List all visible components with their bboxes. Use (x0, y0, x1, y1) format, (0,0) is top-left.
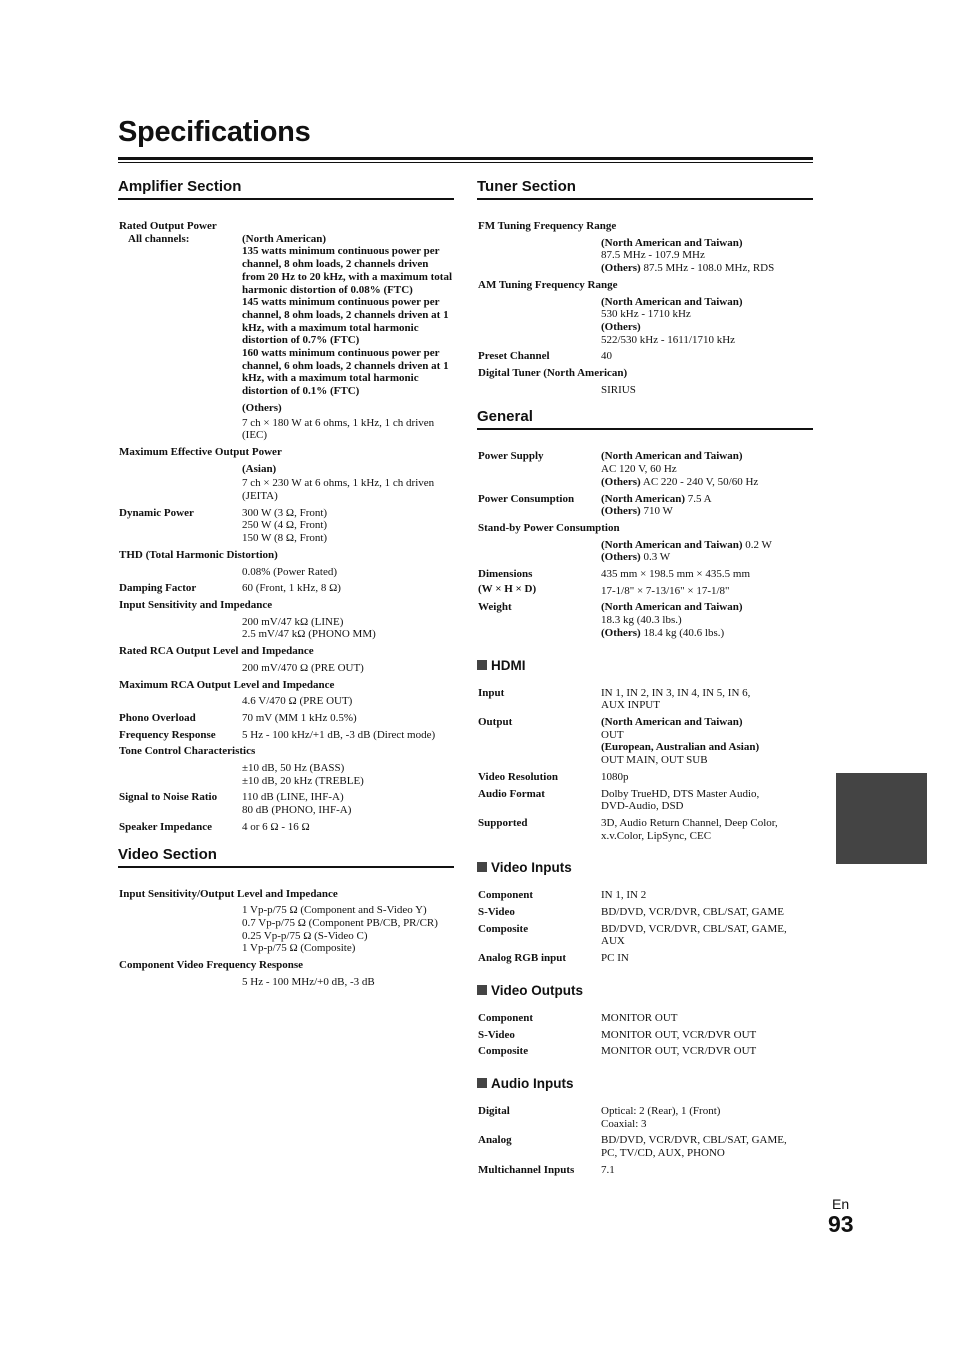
tuner-specs (477, 220, 813, 396)
hdmi-supported-label: Supported (478, 816, 528, 829)
video-outputs-specs (477, 1012, 813, 1058)
am-value (477, 296, 813, 347)
video-io-2: 0.7 Vp-p/75 Ω (Component PB/CB, PR/CR) (242, 916, 438, 929)
snr-value (242, 791, 454, 816)
am-others-value: 522/530 kHz - 1611/1710 kHz (601, 333, 736, 346)
thd-value: 0.08% (Power Rated) (242, 565, 338, 578)
amplifier-specs (118, 220, 454, 834)
digital-tuner-value: SIRIUS (601, 383, 636, 396)
fm-others: (Others) 87.5 MHz - 108.0 MHz, RDS (601, 262, 775, 275)
na-label: (North American) (242, 232, 327, 245)
dynamic-3: 150 W (8 Ω, Front) (242, 532, 328, 545)
hdmi-output-value: (North American and Taiwan) OUT (European, Australian and Asian) OUT MAIN, OUT SUB (601, 715, 760, 767)
ai-digital-value: Optical: 2 (Rear), 1 (Front) Coaxial: 3 (601, 1104, 721, 1130)
supply-row (477, 450, 813, 488)
phono-row (118, 712, 454, 725)
asian-label: (Asian) (242, 462, 277, 475)
vo-composite-label: Composite (478, 1045, 529, 1058)
weight-label: Weight (478, 601, 512, 614)
ai-digital-label: Digital (478, 1104, 510, 1117)
vo-component-row (477, 1012, 813, 1025)
page-language: En (832, 1196, 850, 1212)
na-text-2: 145 watts minimum continuous power per channel, 8 ohm loads, 2 channels driven at 1 kHz, with a maximum total harmonic distortion of 0.7% (FTC) (242, 296, 449, 347)
dimensions-row (477, 568, 813, 597)
ai-multi-label: Multichannel Inputs (478, 1163, 575, 1176)
video-inputs-specs (477, 889, 813, 965)
tone-value (118, 762, 454, 787)
input-sens-2: 2.5 mV/47 kΩ (PHONO MM) (242, 628, 376, 641)
standby-others: (Others) 0.3 W (601, 551, 671, 564)
supply-na-value: AC 120 V, 60 Hz (601, 463, 677, 476)
hdmi-input-value: IN 1, IN 2, IN 3, IN 4, IN 5, IN 6, AUX INPUT (601, 686, 751, 712)
speaker-label: Speaker Impedance (119, 820, 212, 833)
max-rca-value: 4.6 V/470 Ω (PRE OUT) (242, 695, 353, 708)
dimensions-label: Dimensions (W × H × D) (478, 568, 537, 595)
snr-label: Signal to Noise Ratio (119, 791, 218, 804)
video-heading: Video Section (118, 846, 454, 868)
dimensions-2: 17-1/8" × 7-13/16" × 17-1/8" (601, 584, 730, 597)
page-title: Specifications (118, 116, 311, 148)
vi-component-value: IN 1, IN 2 (601, 889, 647, 902)
preset-row (477, 350, 813, 363)
cvfr-label: Component Video Frequency Response (119, 959, 304, 972)
phono-label: Phono Overload (119, 711, 196, 724)
am-na-label: (North American and Taiwan) (601, 295, 743, 308)
amplifier-heading: Amplifier Section (118, 178, 454, 200)
weight-na-label: (North American and Taiwan) (601, 601, 743, 614)
square-bullet-icon (477, 862, 487, 872)
tuner-heading: Tuner Section (477, 178, 813, 200)
consumption-label: Power Consumption (478, 492, 575, 505)
speaker-value: 4 or 6 Ω - 16 Ω (242, 820, 310, 833)
am-others-label: (Others) (601, 320, 641, 333)
dimensions-value (601, 568, 813, 597)
vi-svideo-label: S-Video (478, 906, 515, 919)
max-effective-label: Maximum Effective Output Power (119, 445, 282, 458)
snr-2: 80 dB (PHONO, IHF-A) (242, 804, 352, 817)
vi-rgb-value: PC IN (601, 952, 629, 965)
ai-analog-row (477, 1134, 813, 1159)
left-column (118, 178, 454, 992)
digital-tuner-label: Digital Tuner (North American) (478, 367, 628, 380)
vi-rgb-row (477, 952, 813, 965)
preset-value: 40 (601, 350, 612, 363)
vo-component-label: Component (478, 1011, 534, 1024)
vo-svideo-label: S-Video (478, 1028, 515, 1041)
cvfr-value: 5 Hz - 100 MHz/+0 dB, -3 dB (242, 975, 375, 988)
vi-rgb-label: Analog RGB input (478, 952, 567, 965)
standby-label: Stand-by Power Consumption (478, 521, 620, 534)
vo-composite-value: MONITOR OUT, VCR/DVR OUT (601, 1045, 757, 1058)
weight-value (601, 601, 813, 639)
others-text: 7 ch × 180 W at 6 ohms, 1 kHz, 1 ch driven (IEC) (242, 416, 435, 442)
supply-label: Power Supply (478, 450, 544, 463)
damping-label: Damping Factor (119, 582, 197, 595)
max-effective-value (118, 463, 454, 503)
phono-value: 70 mV (MM 1 kHz 0.5%) (242, 711, 357, 724)
dynamic-label: Dynamic Power (119, 506, 194, 519)
hdmi-audio-value: Dolby TrueHD, DTS Master Audio, DVD-Audio, DSD (601, 787, 760, 813)
right-column (477, 178, 813, 1180)
rated-output-row (118, 233, 454, 442)
dynamic-2: 250 W (4 Ω, Front) (242, 519, 328, 532)
consumption-na: (North American) 7.5 A (601, 492, 712, 505)
audio-inputs-specs (477, 1105, 813, 1177)
audio-inputs-heading: Audio Inputs (477, 1076, 813, 1091)
asian-text: 7 ch × 230 W at 6 ohms, 1 kHz, 1 ch driven (JEITA) (242, 477, 435, 503)
consumption-value (601, 493, 813, 518)
hdmi-res-label: Video Resolution (478, 770, 558, 783)
standby-na: (North American and Taiwan) 0.2 W (601, 538, 772, 551)
rated-rca-value: 200 mV/470 Ω (PRE OUT) (242, 661, 364, 674)
snr-1: 110 dB (LINE, IHF-A) (242, 791, 344, 804)
hdmi-input-row (477, 687, 813, 712)
others-label: (Others) (242, 401, 282, 414)
ai-digital-row (477, 1105, 813, 1130)
hdmi-heading: HDMI (477, 658, 813, 673)
am-label: AM Tuning Frequency Range (478, 278, 618, 291)
vo-composite-row (477, 1045, 813, 1058)
hdmi-audio-row (477, 788, 813, 813)
hdmi-supported-value: 3D, Audio Return Channel, Deep Color, x.v.Color, LipSync, CEC (601, 816, 778, 842)
square-bullet-icon (477, 985, 487, 995)
standby-value (477, 539, 813, 564)
hdmi-res-row (477, 771, 813, 784)
square-bullet-icon (477, 1078, 487, 1088)
hdmi-input-label: Input (478, 686, 505, 699)
ai-multi-row (477, 1164, 813, 1177)
ai-multi-value: 7.1 (601, 1163, 615, 1176)
supply-value (601, 450, 813, 488)
hdmi-output-row (477, 716, 813, 767)
ai-analog-value: BD/DVD, VCR/DVR, CBL/SAT, GAME, PC, TV/CD, AUX, PHONO (601, 1134, 787, 1160)
na-text-3: 160 watts minimum continuous power per channel, 6 ohm loads, 2 channels driven at 1 kHz, with a maximum total harmonic distortion of 0.1% (FTC) (242, 347, 449, 398)
fm-na-label: (North American and Taiwan) (601, 236, 743, 249)
weight-row (477, 601, 813, 639)
video-io-value (118, 904, 454, 955)
vi-svideo-value: BD/DVD, VCR/DVR, CBL/SAT, GAME (601, 906, 784, 919)
hdmi-supported-row (477, 817, 813, 842)
freq-label: Frequency Response (119, 728, 216, 741)
title-rule-thick (118, 157, 813, 160)
rated-rca-label: Rated RCA Output Level and Impedance (119, 645, 314, 658)
hdmi-specs (477, 687, 813, 843)
fm-na-value: 87.5 MHz - 107.9 MHz (601, 249, 705, 262)
supply-others: (Others) AC 220 - 240 V, 50/60 Hz (601, 475, 759, 488)
dimensions-1: 435 mm × 198.5 mm × 435.5 mm (601, 568, 750, 581)
general-heading: General (477, 408, 813, 430)
consumption-others: (Others) 710 W (601, 505, 673, 518)
video-inputs-heading: Video Inputs (477, 860, 813, 875)
page-number: 93 (828, 1211, 854, 1237)
am-na-value: 530 kHz - 1710 kHz (601, 308, 691, 321)
thd-label: THD (Total Harmonic Distortion) (119, 548, 278, 561)
speaker-row (118, 821, 454, 834)
snr-row (118, 791, 454, 816)
vi-composite-label: Composite (478, 922, 529, 935)
hdmi-audio-label: Audio Format (478, 787, 545, 800)
video-specs (118, 888, 454, 989)
vi-component-row (477, 889, 813, 902)
na-text-1: 135 watts minimum continuous power per channel, 8 ohm loads, 2 channels driven from 20 Hz to 20 kHz, with a maximum total harmonic distortion of 0.08% (FTC) (242, 245, 452, 296)
input-sens-1: 200 mV/47 kΩ (LINE) (242, 615, 344, 628)
vo-svideo-row (477, 1029, 813, 1042)
weight-others: (Others) 18.4 kg (40.6 lbs.) (601, 626, 725, 639)
preset-label: Preset Channel (478, 350, 550, 363)
hdmi-res-value: 1080p (601, 770, 629, 783)
video-io-4: 1 Vp-p/75 Ω (Composite) (242, 942, 356, 955)
dynamic-row (118, 507, 454, 545)
video-io-1: 1 Vp-p/75 Ω (Component and S-Video Y) (242, 904, 427, 917)
tone-2: ±10 dB, 20 kHz (TREBLE) (242, 774, 364, 787)
input-sens-value (118, 616, 454, 641)
vi-composite-value: BD/DVD, VCR/DVR, CBL/SAT, GAME, AUX (601, 922, 787, 948)
freq-value: 5 Hz - 100 kHz/+1 dB, -3 dB (Direct mode) (242, 728, 436, 741)
fm-value (477, 237, 813, 275)
damping-row (118, 582, 454, 595)
tone-label: Tone Control Characteristics (119, 745, 256, 758)
consumption-row (477, 493, 813, 518)
section-tab (836, 773, 927, 864)
rated-output-label: Rated Output Power (119, 220, 217, 232)
fm-label: FM Tuning Frequency Range (478, 220, 617, 232)
hdmi-output-label: Output (478, 715, 513, 728)
dynamic-1: 300 W (3 Ω, Front) (242, 506, 328, 519)
all-channels-label: All channels: (128, 232, 190, 245)
vi-composite-row (477, 923, 813, 948)
vo-svideo-value: MONITOR OUT, VCR/DVR OUT (601, 1028, 757, 1041)
title-rule-thin (118, 162, 813, 163)
video-io-3: 0.25 Vp-p/75 Ω (S-Video C) (242, 929, 368, 942)
vi-component-label: Component (478, 889, 534, 902)
supply-na-label: (North American and Taiwan) (601, 450, 743, 463)
tone-1: ±10 dB, 50 Hz (BASS) (242, 762, 345, 775)
rated-output-value (242, 233, 454, 442)
damping-value: 60 (Front, 1 kHz, 8 Ω) (242, 582, 341, 595)
vi-svideo-row (477, 906, 813, 919)
freq-row (118, 729, 454, 742)
weight-na-value: 18.3 kg (40.3 lbs.) (601, 614, 682, 627)
ai-analog-label: Analog (478, 1134, 512, 1147)
max-rca-label: Maximum RCA Output Level and Impedance (119, 678, 335, 691)
vo-component-value: MONITOR OUT (601, 1011, 678, 1024)
square-bullet-icon (477, 660, 487, 670)
general-specs (477, 450, 813, 639)
input-sens-label: Input Sensitivity and Impedance (119, 598, 273, 611)
video-outputs-heading: Video Outputs (477, 983, 813, 998)
video-io-label: Input Sensitivity/Output Level and Impedance (119, 887, 338, 900)
dynamic-value (242, 507, 454, 545)
